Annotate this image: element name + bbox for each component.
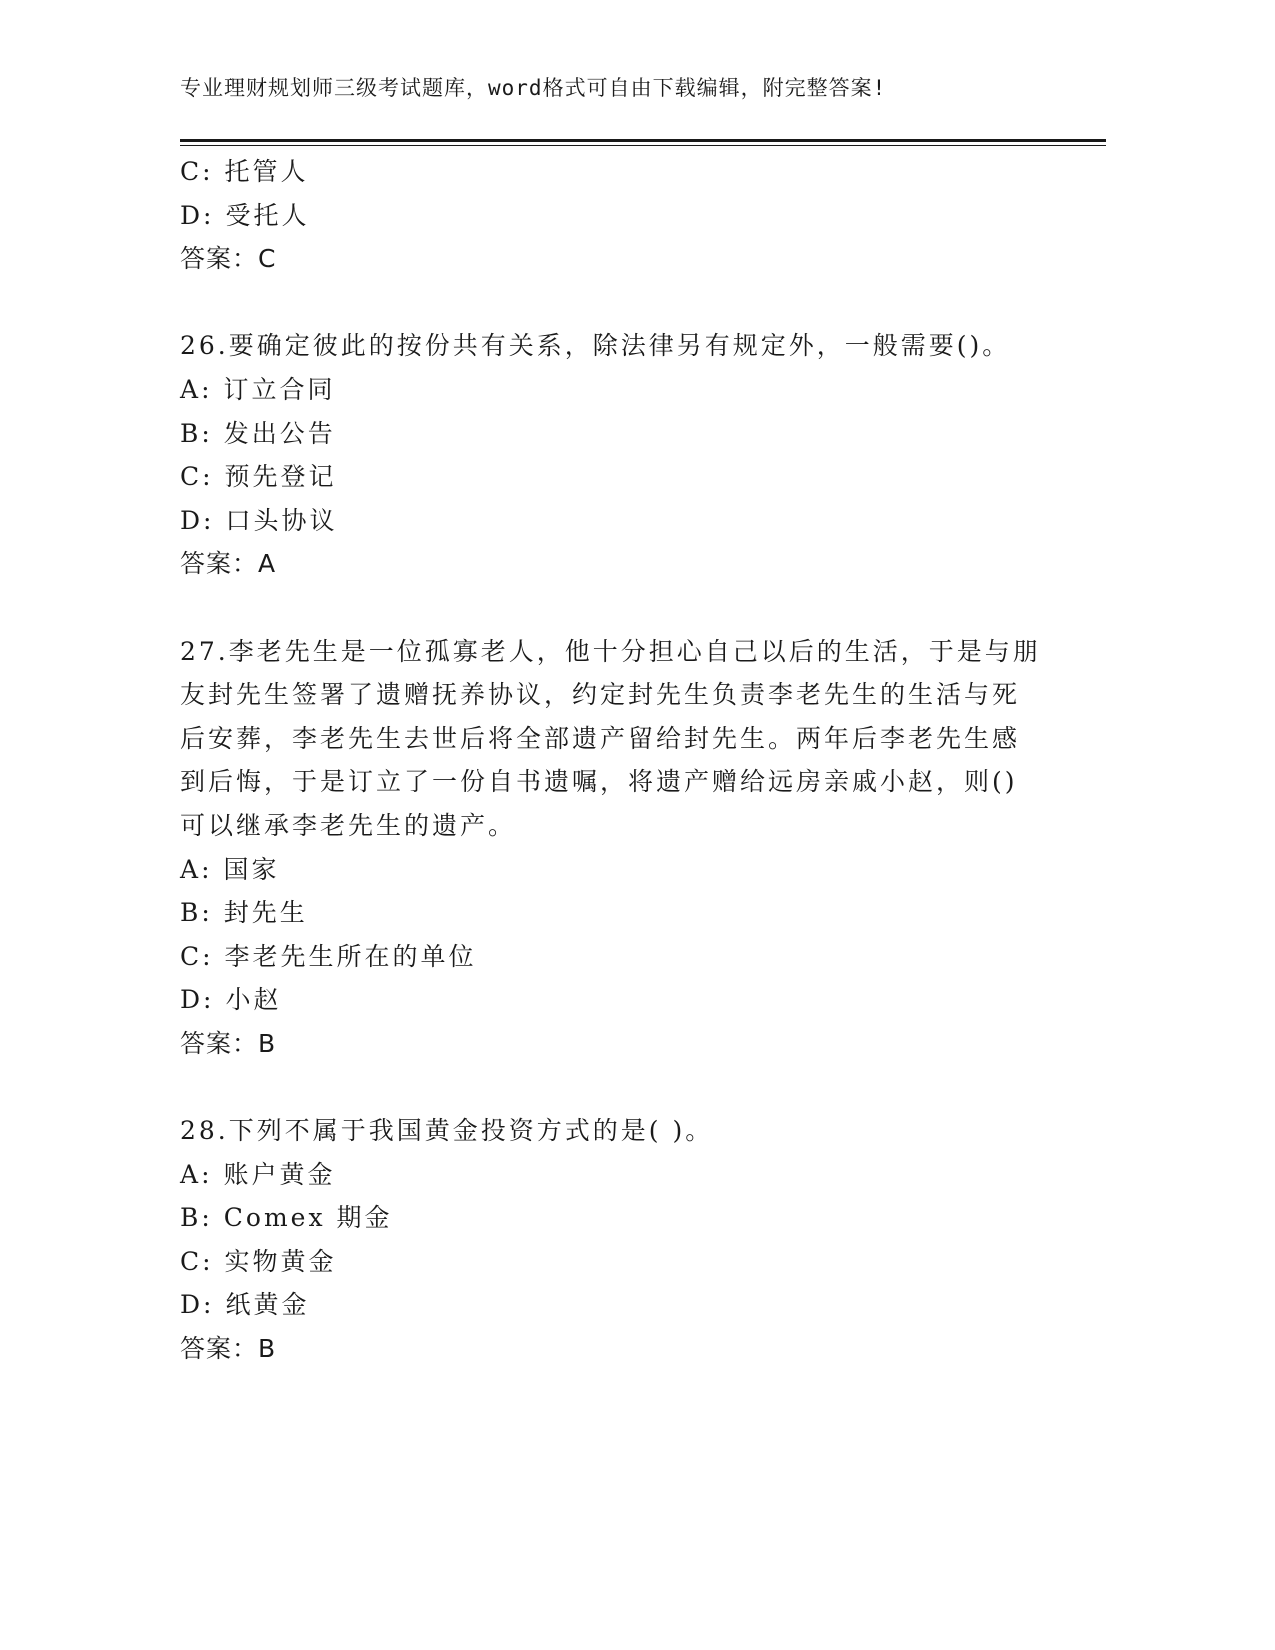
question-number: 27. — [180, 636, 229, 666]
stem-line — [180, 630, 1040, 674]
previous-question-tail — [180, 150, 1080, 281]
option-key: D — [180, 985, 204, 1015]
option-text: 小赵 — [225, 985, 282, 1015]
option-key: B — [180, 418, 202, 448]
question-stem — [180, 324, 1040, 368]
question-number: 28. — [180, 1116, 229, 1146]
option-key: A — [180, 1159, 202, 1189]
option-key: B — [180, 898, 202, 928]
answer-line — [180, 1327, 1080, 1371]
option-line: C: 李老先生所在的单位 — [180, 941, 477, 971]
answer-value: C — [258, 244, 277, 274]
stem-text: 下列不属于我国黄金投资方式的是( )。 — [228, 1116, 714, 1146]
option-text: Comex 期金 — [223, 1203, 393, 1233]
question-27 — [180, 630, 1080, 1066]
question-stem — [180, 1109, 1040, 1153]
stem-text: 可以继承李老先生的遗产。 — [180, 810, 517, 840]
answer-label: 答案： — [180, 549, 259, 579]
option-line: C: 托管人 — [180, 157, 309, 186]
stem-line — [180, 1109, 1040, 1153]
option-text: 实物黄金 — [224, 1246, 337, 1276]
stem-text: 到后悔，于是订立了一份自书遗嘱，将遗产赠给远房亲戚小赵，则() — [180, 767, 1018, 797]
option-text: 封先生 — [223, 898, 308, 928]
option-line: B: Comex 期金 — [180, 1203, 393, 1233]
option-line: D: 口头协议 — [180, 505, 338, 535]
question-content — [180, 150, 1080, 1371]
question-gap — [180, 1065, 1080, 1109]
option-line: A: 国家 — [180, 854, 280, 884]
question-number: 26. — [180, 331, 229, 361]
answer-line — [180, 237, 1080, 281]
answer-value: B — [258, 1028, 277, 1058]
question-stem — [180, 630, 1040, 848]
option-key: C — [180, 462, 203, 492]
option-key: C — [180, 157, 203, 186]
stem-line — [180, 717, 1040, 761]
question-gap — [180, 281, 1080, 325]
option-key: D — [180, 200, 204, 230]
option-key: A — [180, 854, 202, 884]
stem-text: 友封先生签署了遗赠抚养协议，约定封先生负责李老先生的生活与死 — [180, 680, 1021, 710]
option-line: A: 订立合同 — [180, 374, 336, 404]
question-gap — [180, 586, 1080, 630]
option-line: A: 账户黄金 — [180, 1159, 336, 1189]
stem-text: 李老先生是一位孤寡老人，他十分担心自己以后的生活，于是与朋 — [228, 636, 1041, 666]
option-line: C: 实物黄金 — [180, 1246, 337, 1276]
option-text: 托管人 — [224, 157, 309, 186]
answer-line — [180, 1022, 1080, 1066]
option-text: 口头协议 — [225, 505, 338, 535]
stem-line — [180, 760, 1040, 804]
option-key: B — [180, 1203, 202, 1233]
option-text: 国家 — [223, 854, 280, 884]
header-rule-thick — [180, 139, 1106, 142]
option-line: D: 纸黄金 — [180, 1290, 310, 1320]
option-key: D — [180, 1290, 204, 1320]
page-header: 专业理财规划师三级考试题库，word格式可自由下载编辑，附完整答案! — [180, 76, 887, 100]
stem-text: 后安葬，李老先生去世后将全部遗产留给封先生。两年后李老先生感 — [180, 723, 1021, 753]
answer-label: 答案： — [180, 244, 259, 274]
answer-label: 答案： — [180, 1334, 259, 1364]
option-key: A — [180, 374, 202, 404]
option-text: 发出公告 — [223, 418, 336, 448]
answer-value: B — [258, 1334, 277, 1364]
stem-line — [180, 324, 1040, 368]
header-rule-thin — [180, 145, 1106, 146]
stem-line — [180, 804, 1040, 848]
option-key: C — [180, 941, 203, 971]
option-text: 受托人 — [225, 200, 310, 230]
option-line: C: 预先登记 — [180, 462, 337, 492]
option-key: D — [180, 505, 204, 535]
option-text: 纸黄金 — [225, 1290, 310, 1320]
option-text: 李老先生所在的单位 — [224, 941, 477, 971]
option-key: C — [180, 1246, 203, 1276]
option-text: 预先登记 — [224, 462, 337, 492]
option-text: 订立合同 — [223, 374, 336, 404]
answer-label: 答案： — [180, 1028, 259, 1058]
option-text: 账户黄金 — [223, 1159, 336, 1189]
question-28 — [180, 1109, 1080, 1371]
stem-line — [180, 673, 1040, 717]
option-line: D: 受托人 — [180, 200, 310, 230]
question-26 — [180, 324, 1080, 586]
answer-value: A — [258, 549, 277, 579]
option-line: B: 发出公告 — [180, 418, 336, 448]
answer-line — [180, 542, 1080, 586]
option-line: B: 封先生 — [180, 898, 308, 928]
option-line: D: 小赵 — [180, 985, 282, 1015]
stem-text: 要确定彼此的按份共有关系，除法律另有规定外，一般需要()。 — [228, 331, 1011, 361]
